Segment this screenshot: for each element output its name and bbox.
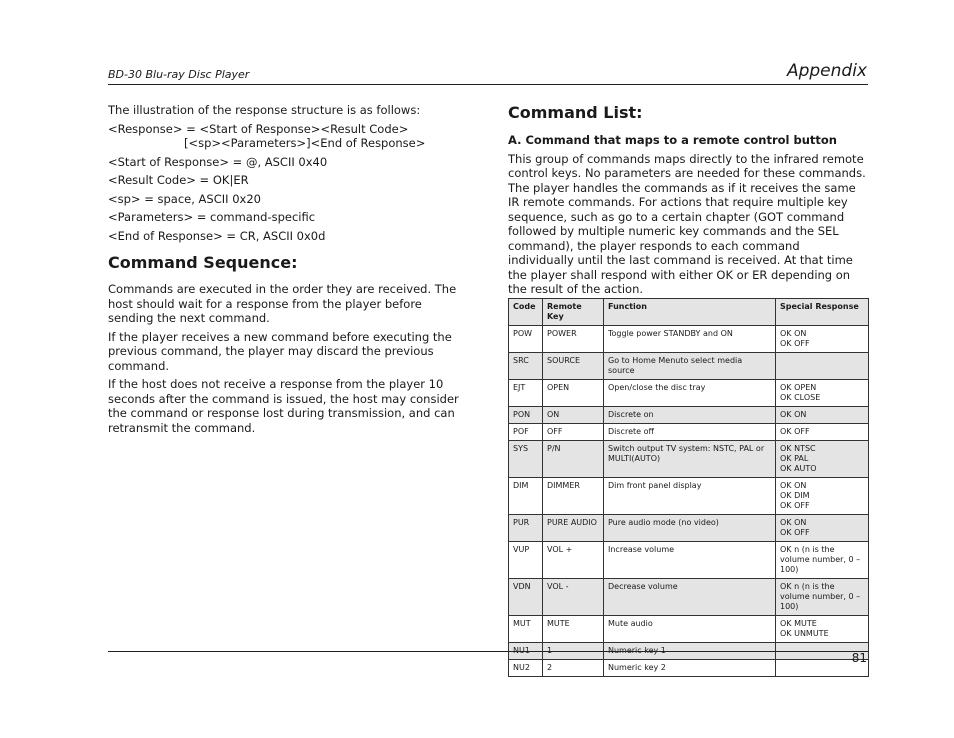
response-line: OK PAL — [780, 454, 809, 463]
table-row — [509, 579, 869, 616]
cell-code: POF — [509, 424, 543, 441]
response-line: OK OFF — [780, 528, 810, 537]
right-column — [508, 103, 868, 297]
cell-function: Decrease volume — [604, 579, 776, 616]
table-row — [509, 380, 869, 407]
cell-function: Numeric key 2 — [604, 660, 776, 677]
cell-special-response — [776, 353, 869, 380]
parameters-def: <Parameters> = command-specific — [108, 210, 316, 224]
command-table — [508, 298, 869, 677]
table-row — [509, 441, 869, 478]
section-title: Appendix — [786, 61, 867, 81]
cell-code: PUR — [509, 515, 543, 542]
command-list-heading: Command List: — [508, 103, 643, 122]
cell-remote-key: P/N — [543, 441, 604, 478]
document-title: BD-30 Blu-ray Disc Player — [108, 68, 250, 81]
start-of-response: <Start of Response> = @, ASCII 0x40 — [108, 154, 328, 169]
response-line: OK OFF — [780, 339, 810, 348]
cell-special-response — [776, 407, 869, 424]
cell-remote-key: SOURCE — [543, 353, 604, 380]
cell-function: Go to Home Menuto select media source — [604, 353, 776, 380]
table-row — [509, 660, 869, 677]
sequence-para-2: If the player receives a new command before executing the previous command, the player may discard the previous command. — [108, 329, 452, 373]
result-code: <Result Code> = OK|ER — [108, 173, 249, 187]
response-line: OK UNMUTE — [780, 629, 829, 638]
cell-function: Pure audio mode (no video) — [604, 515, 776, 542]
end-of-response: <End of Response> = CR, ASCII 0x0d — [108, 228, 326, 243]
cell-function: Toggle power STANDBY and ON — [604, 326, 776, 353]
cell-function: Dim front panel display — [604, 478, 776, 515]
response-line: OK AUTO — [780, 464, 817, 473]
cell-code: NU2 — [509, 660, 543, 677]
table-row — [509, 616, 869, 643]
response-line: OK OFF — [780, 501, 810, 510]
table-row — [509, 515, 869, 542]
cell-special-response — [776, 616, 869, 643]
cell-code: SYS — [509, 441, 543, 478]
response-line: OK MUTE — [780, 619, 817, 628]
cell-function: Open/close the disc tray — [604, 380, 776, 407]
response-line: OK OFF — [780, 427, 810, 436]
cell-special-response — [776, 424, 869, 441]
table-row — [509, 424, 869, 441]
cell-special-response — [776, 326, 869, 353]
cell-code: EJT — [509, 380, 543, 407]
header-rule — [108, 84, 868, 85]
sequence-para-3: If the host does not receive a response from the player 10 seconds after the command is issued, the host may consider the command or response lost during transmission, and can retransmit the command. — [108, 377, 459, 435]
table-body — [509, 326, 869, 677]
cell-function: Discrete on — [604, 407, 776, 424]
cell-code: VDN — [509, 579, 543, 616]
cell-code: POW — [509, 326, 543, 353]
response-line: OK ON — [780, 518, 807, 527]
cell-special-response — [776, 515, 869, 542]
cell-remote-key: PURE AUDIO — [543, 515, 604, 542]
cell-special-response — [776, 478, 869, 515]
response-line: OK n (n is the volume number, 0 – 100) — [780, 545, 861, 574]
cell-special-response — [776, 380, 869, 407]
cell-remote-key: ON — [543, 407, 604, 424]
left-column — [108, 103, 468, 439]
cell-function: Discrete off — [604, 424, 776, 441]
table-row — [509, 326, 869, 353]
table-row — [509, 353, 869, 380]
cell-special-response — [776, 441, 869, 478]
intro-text: The illustration of the response structure is as follows: — [108, 103, 421, 117]
response-line: OK CLOSE — [780, 393, 821, 402]
header-special-response: Special Response — [776, 299, 869, 326]
cell-special-response — [776, 579, 869, 616]
response-line: OK OPEN — [780, 383, 817, 392]
cell-code: PON — [509, 407, 543, 424]
cell-code: DIM — [509, 478, 543, 515]
table-header-row — [509, 299, 869, 326]
cell-remote-key: VOL + — [543, 542, 604, 579]
header-function: Function — [604, 299, 776, 326]
table-row — [509, 542, 869, 579]
cell-code: MUT — [509, 616, 543, 643]
table-row — [509, 478, 869, 515]
response-line-1: <Response> = <Start of Response><Result Code> — [108, 121, 409, 136]
cell-function: Switch output TV system: NSTC, PAL or MULTI(AUTO) — [604, 441, 776, 478]
cell-remote-key: OFF — [543, 424, 604, 441]
header-code: Code — [509, 299, 543, 326]
response-line: OK ON — [780, 481, 807, 490]
command-sequence-heading: Command Sequence: — [108, 253, 298, 272]
response-line-2: [<sp><Parameters>]<End of Response> — [184, 136, 426, 150]
response-line: OK DIM — [780, 491, 810, 500]
response-line: OK ON — [780, 329, 807, 338]
response-line: OK n (n is the volume number, 0 – 100) — [780, 582, 861, 611]
footer-rule — [108, 651, 868, 652]
cell-remote-key: POWER — [543, 326, 604, 353]
page-number: 81 — [851, 651, 867, 665]
cell-function: Increase volume — [604, 542, 776, 579]
sequence-para-1: Commands are executed in the order they are received. The host should wait for a response from the player before sending the next command. — [108, 282, 457, 325]
space-def: <sp> = space, ASCII 0x20 — [108, 191, 261, 206]
response-line: OK ON — [780, 410, 807, 419]
header-remote-key: Remote Key — [543, 299, 604, 326]
table-row — [509, 407, 869, 424]
cell-special-response — [776, 542, 869, 579]
cell-remote-key: DIMMER — [543, 478, 604, 515]
cell-code: SRC — [509, 353, 543, 380]
cell-remote-key: VOL - — [543, 579, 604, 616]
response-line: OK NTSC — [780, 444, 816, 453]
cell-remote-key: OPEN — [543, 380, 604, 407]
command-group-description: This group of commands maps directly to the infrared remote control keys. No parameters are needed for these commands. The player handles the commands as if it receives the same IR remote commands. For actions that require multiple key sequence, such as go to a certain chapter (GOT command followed by multiple numeric key commands and the SEL command), the player responds to each command individually until the last command is received. At that time the player shall respond with either OK or ER depending on the result of the action. — [508, 151, 866, 296]
cell-code: VUP — [509, 542, 543, 579]
cell-function: Mute audio — [604, 616, 776, 643]
cell-remote-key: 2 — [543, 660, 604, 677]
response-structure — [108, 122, 468, 151]
cell-remote-key: MUTE — [543, 616, 604, 643]
command-group-heading: A. Command that maps to a remote control button — [508, 133, 837, 147]
